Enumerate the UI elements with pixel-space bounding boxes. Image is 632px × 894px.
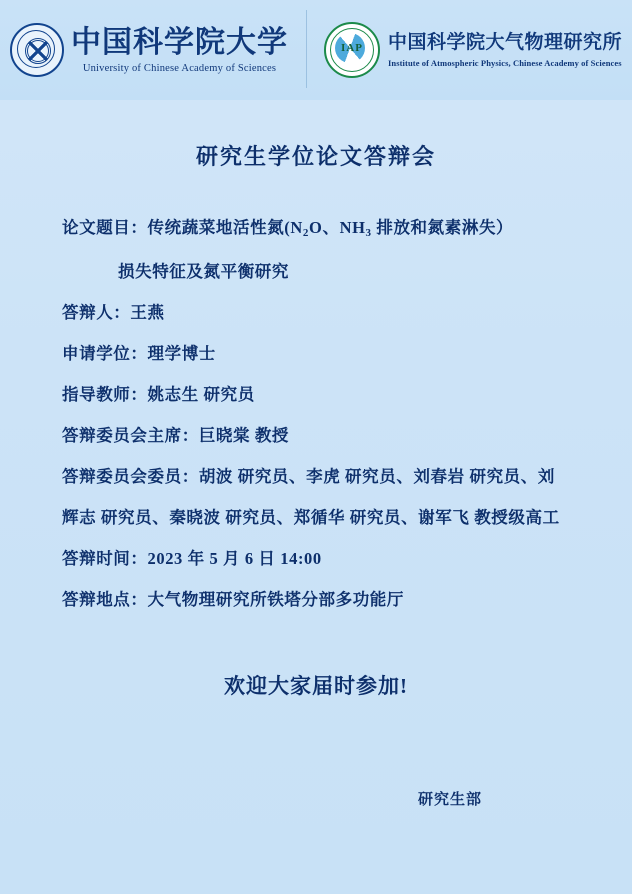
thesis-title-part3: 排放和氮素淋失） (371, 218, 514, 237)
members-label: 答辩委员会委员： (62, 467, 199, 486)
header-banner (0, 0, 632, 100)
document-body (0, 140, 632, 809)
defense-place-row (62, 579, 570, 620)
thesis-title-sub-3: 3 (365, 227, 372, 239)
defense-place-label: 答辩地点： (62, 590, 148, 609)
ucas-english-name: University of Chinese Academy of Sciences (82, 63, 277, 75)
defense-time-value: 2023 年 5 月 6 日 14:00 (147, 549, 322, 568)
presenter-label: 答辩人： (62, 303, 131, 322)
advisor-value: 姚志生 研究员 (147, 385, 255, 404)
presenter-value: 王燕 (130, 303, 165, 322)
signature-department: 研究生部 (417, 792, 482, 808)
thesis-title-row (62, 207, 570, 251)
members-row (62, 456, 570, 538)
header-divider (306, 10, 307, 88)
thesis-title-row-2: 损失特征及氮平衡研究 (118, 262, 289, 281)
ucas-text-block (71, 26, 288, 75)
advisor-label: 指导教师： (62, 385, 148, 404)
chair-row (62, 415, 570, 456)
degree-label: 申请学位： (62, 344, 148, 363)
ucas-emblem-icon (10, 23, 64, 77)
members-value: 胡波 研究员、李虎 研究员、刘春岩 研究员、刘辉志 研究员、秦晓波 研究员、郑循华 研究员、谢军飞 教授级高工 (62, 467, 560, 527)
ucas-logo-block (10, 23, 306, 77)
thesis-title-label: 论文题目： (62, 218, 148, 237)
defense-time-row (62, 538, 570, 579)
field-list (62, 207, 570, 620)
degree-row (62, 333, 570, 374)
iap-emblem-text: IAP (341, 42, 363, 54)
chair-value: 巨晓棠 教授 (198, 426, 290, 445)
defense-place-value: 大气物理研究所铁塔分部多功能厅 (147, 590, 404, 609)
ucas-chinese-name: 中国科学院大学 (71, 25, 288, 59)
thesis-title-sub-2: 2 (302, 227, 310, 239)
iap-chinese-name: 中国科学院大气物理研究所 (387, 31, 622, 53)
chair-label: 答辩委员会主席： (62, 426, 199, 445)
page-title: 研究生学位论文答辩会 (195, 144, 436, 169)
defense-time-label: 答辩时间： (62, 549, 148, 568)
advisor-row (62, 374, 570, 415)
iap-emblem-icon (324, 22, 380, 78)
iap-english-name: Institute of Atmospheric Physics, Chinese Academy of Sciences (387, 58, 622, 69)
thesis-title-part1: 传统蔬菜地活性氮(N (147, 218, 303, 237)
degree-value: 理学博士 (147, 344, 216, 363)
iap-text-block (388, 32, 622, 69)
welcome-message: 欢迎大家届时参加! (224, 674, 408, 698)
iap-logo-block (324, 22, 622, 78)
thesis-title-part2: O、NH (309, 218, 366, 237)
presenter-row (62, 292, 570, 333)
